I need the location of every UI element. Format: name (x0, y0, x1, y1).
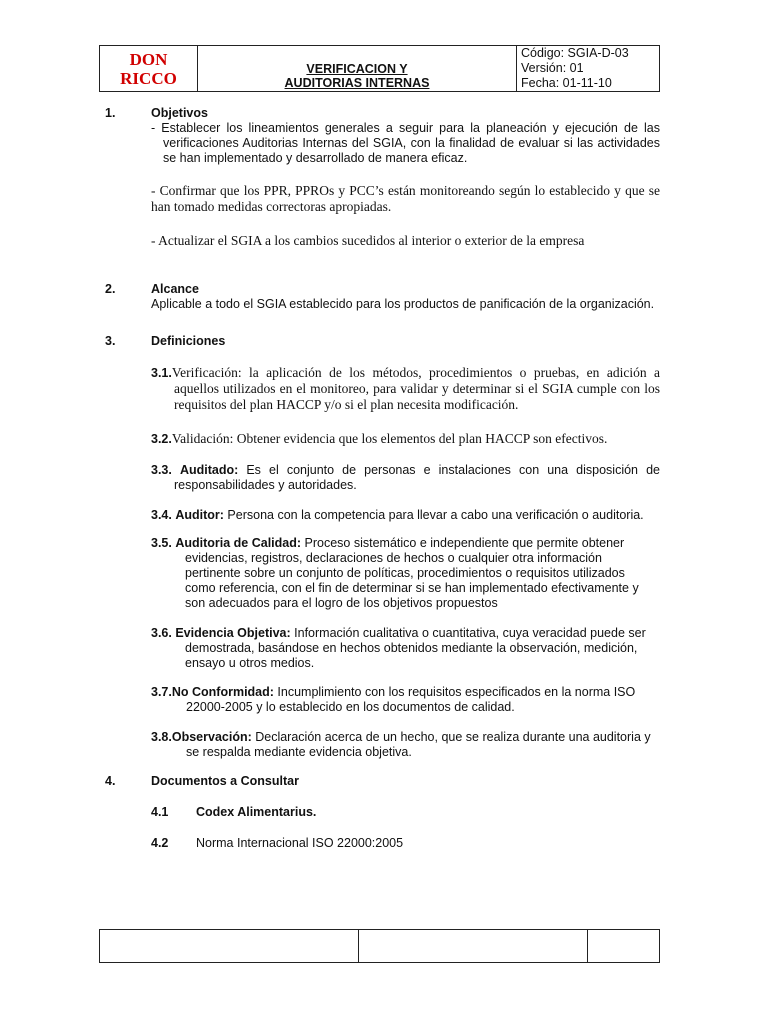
footer-cell-3 (588, 930, 660, 963)
definition-3-8: 3.8.Observación: Declaración acerca de un hecho, que se realiza durante una auditoria y se respalda mediante evidencia objetiva. (151, 730, 651, 759)
section-3-number: 3. (105, 334, 116, 348)
footer-cell-2 (359, 930, 588, 963)
definition-3-4: 3.4. Auditor: Persona con la competencia para llevar a cabo una verificación o auditoria. (151, 508, 644, 522)
footer-cell-1 (100, 930, 359, 963)
definition-3-2: 3.2.Validación: Obtener evidencia que los elementos del plan HACCP son efectivos. (151, 431, 608, 446)
document-header (99, 45, 660, 92)
section-2-title: Alcance (151, 282, 199, 296)
reference-4-2-number: 4.2 (151, 836, 169, 850)
company-logo (100, 46, 198, 92)
title-line-1: VERIFICACION Y (306, 61, 408, 76)
document-meta (517, 46, 660, 92)
title-line-2: AUDITORIAS INTERNAS (284, 75, 430, 90)
definition-3-1: 3.1.Verificación: la aplicación de los métodos, procedimientos o pruebas, en adición a aquellos utilizados en el monitoreo, para validar y determinar si el SGIA cumple con los requisitos del plan HACCP y/o si el plan necesita modificación. (151, 365, 660, 412)
objective-2: - Confirmar que los PPR, PPROs y PCC’s están monitoreando según lo establecido y que se han tomado medidas correctoras apropiadas. (151, 183, 660, 214)
section-2-number: 2. (105, 282, 116, 296)
reference-4-1-text: Codex Alimentarius. (196, 805, 317, 819)
definition-3-7: 3.7.No Conformidad: Incumplimiento con los requisitos especificados en la norma ISO 22000-2005 y lo establecido en los documentos de calidad. (151, 685, 636, 714)
section-4-title: Documentos a Consultar (151, 774, 299, 788)
definition-3-3: 3.3. Auditado: Es el conjunto de personas e instalaciones con una disposición de responsabilidades y autoridades. (151, 463, 660, 492)
section-3-title: Definiciones (151, 334, 226, 348)
section-4-number: 4. (105, 774, 116, 788)
document-version: Versión: 01 (521, 61, 584, 75)
scope-text: Aplicable a todo el SGIA establecido para los productos de panificación de la organización. (151, 297, 655, 311)
logo-line-2: RICCO (120, 68, 177, 88)
reference-4-2-text: Norma Internacional ISO 22000:2005 (196, 836, 404, 850)
document-footer (99, 929, 660, 963)
objective-1: - Establecer los lineamientos generales a seguir para la planeación y ejecución de las verificaciones Auditorias Internas del SGIA, con la finalidad de evaluar si las actividades se han implementado y desarrollado de manera eficaz. (151, 121, 660, 165)
document-code: Código: SGIA-D-03 (521, 46, 629, 60)
section-1-number: 1. (105, 106, 116, 120)
section-1-title: Objetivos (151, 106, 208, 120)
objective-3: - Actualizar el SGIA a los cambios sucedidos al interior o exterior de la empresa (151, 233, 585, 248)
logo-line-1: DON (129, 49, 168, 69)
reference-4-1-number: 4.1 (151, 805, 169, 819)
document-date: Fecha: 01-11-10 (521, 76, 612, 90)
document-title (198, 46, 517, 92)
definition-3-6: 3.6. Evidencia Objetiva: Información cualitativa o cuantitativa, cuya veracidad puede ser demostrada, basándose en hechos obtenidos mediante la observación, medición, ensayo u otros medios. (151, 626, 646, 670)
definition-3-5: 3.5. Auditoria de Calidad: Proceso sistemático e independiente que permite obtener evidencias, registros, declaraciones de hechos o cualquier otra información pertinente sobre un conjunto de políticas, procedimientos o requisitos utilizados como referencia, con el fin de determinar si se han implementado efectivamente y son adecuados para el logro de los objetivos propuestos (151, 536, 639, 610)
